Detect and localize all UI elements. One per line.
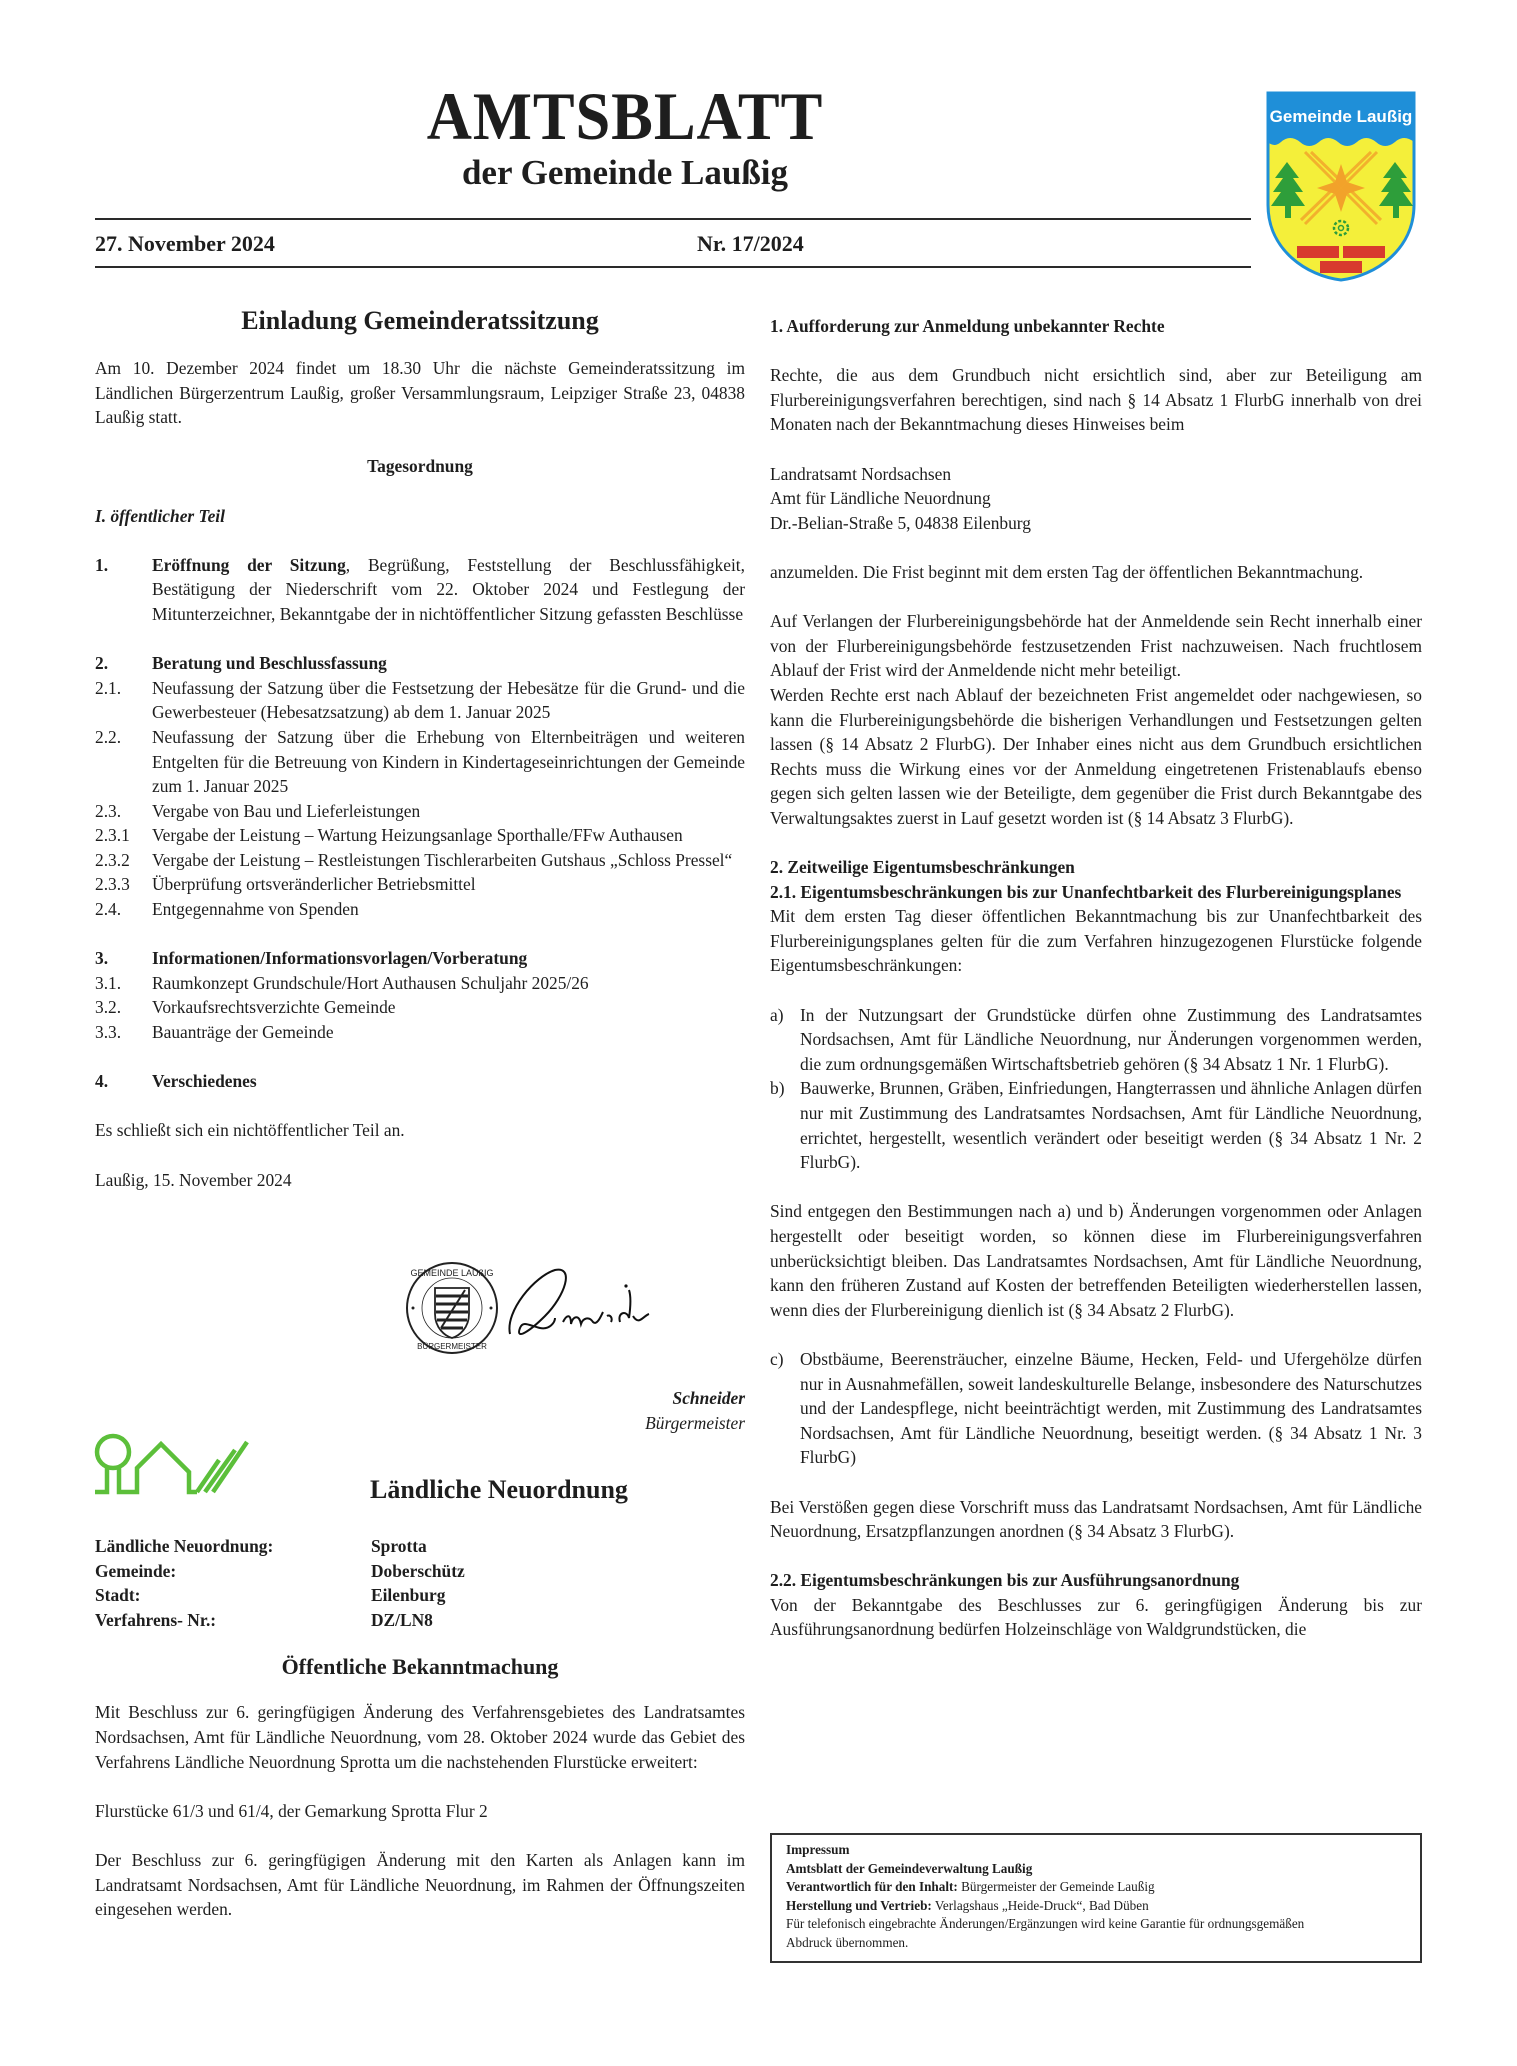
- list-text: Obstbäume, Beerensträucher, einzelne Bäume, Hecken, Feld- und Ufergehölze dürfen nur in Ausnahmefällen, soweit landeskulturelle Belange, insbesondere des Naturschutzes und der Landespflege, nicht beeinträchtigt werden, mit Zustimmung des Landratsamtes Nordsachsen, Amt für Ländliche Neuordnung, beseitigt werden. (§ 34 Absatz 1 Nr. 3 FlurbG): [800, 1348, 1422, 1468]
- agenda-item-2-3-2: [95, 848, 745, 873]
- impressum-production-value: Verlagshaus „Heide-Druck“, Bad Düben: [931, 1897, 1149, 1913]
- agenda-item-3: [95, 946, 745, 971]
- detail-value: Eilenburg: [371, 1585, 446, 1606]
- detail-value: Doberschütz: [371, 1560, 465, 1581]
- agenda-item-text: Neufassung der Satzung über die Festsetzung der Hebesätze für die Grund- und die Gewerbesteuer (Hebesatzsatzung) ab dem 1. Januar 2025: [152, 677, 745, 723]
- neuordnung-details: [95, 1534, 745, 1922]
- left-column: [95, 306, 745, 1192]
- list-text: In der Nutzungsart der Grundstücke dürfen ohne Zustimmung des Landratsamtes Nordsachsen, Amt für Ländliche Neuordnung, nur Änderungen vorgenommen werden, die zum ordnungsgemäßen Wirtschaftsbetrieb gehören (§ 34 Absatz 1 Nr. 1 FlurbG).: [800, 1004, 1422, 1074]
- agenda-item-number: 4.: [95, 1071, 109, 1092]
- list-text: Bauwerke, Brunnen, Gräben, Einfriedungen, Hangterrassen und ähnliche Anlagen dürfen nur mit Zustimmung des Landratsamtes Nordsachsen, Amt für Ländliche Neuordnung, errichtet, hergestellt, wesentlich verändert oder beseitigt werden (§ 34 Absatz 1 Nr. 2 FlurbG).: [800, 1078, 1422, 1173]
- agenda-item-text: Entgegennahme von Spenden: [152, 899, 359, 920]
- agenda-heading: Tagesordnung: [367, 456, 473, 477]
- impressum-responsible-label: Verantwortlich für den Inhalt:: [786, 1879, 958, 1895]
- signer-name: Schneider: [672, 1388, 745, 1408]
- signer-role: Bürgermeister: [645, 1412, 745, 1433]
- rights-paragraph: Auf Verlangen der Flurbereinigungsbehörde hat der Anmeldende sein Recht innerhalb einer von der Flurbereinigungsbehörde festzusetzenden Frist nachzuweisen. Nach fruchtlosem Ablauf der Frist wird der Anmeldende nicht mehr beteiligt.: [770, 611, 1422, 681]
- agenda-item-number: 2.1.: [95, 677, 122, 698]
- agenda-item-bold: Eröffnung der Sitzung: [152, 554, 346, 575]
- newsletter-subtitle: der Gemeinde Laußig: [461, 153, 789, 192]
- agenda-item-bold: Beratung und Beschlussfassung: [152, 653, 387, 674]
- detail-row: [95, 1534, 745, 1559]
- agenda-item-2-3: [95, 799, 745, 824]
- restriction-item-a: [770, 1003, 1422, 1077]
- neuordnung-heading: Ländliche Neuordnung: [370, 1475, 628, 1504]
- agenda-item-text: Überprüfung ortsveränderlicher Betriebsmittel: [152, 874, 476, 895]
- agenda-item-bold: Informationen/Informationsvorlagen/Vorberatung: [152, 948, 528, 969]
- rights-heading: 1. Aufforderung zur Anmeldung unbekannter Rechte: [770, 316, 1165, 336]
- agenda-item-2-4: [95, 897, 745, 922]
- detail-row: [95, 1583, 745, 1608]
- address-line: Amt für Ländliche Neuordnung: [770, 488, 991, 509]
- restrictions-subheading-2-2: 2.2. Eigentumsbeschränkungen bis zur Ausführungsanordnung: [770, 1570, 1240, 1591]
- address-line: Landratsamt Nordsachsen: [770, 463, 952, 484]
- list-key: c): [770, 1348, 784, 1369]
- agenda-item-4: [95, 1069, 745, 1094]
- signer-block: [95, 1386, 745, 1435]
- stamp-text-top: GEMEINDE LAUßIG: [410, 1268, 494, 1278]
- restrictions-heading: 2. Zeitweilige Eigentumsbeschränkungen: [770, 857, 1075, 878]
- agenda-item-text: Vergabe von Bau und Lieferleistungen: [152, 800, 421, 821]
- public-notice-parcels: Flurstücke 61/3 und 61/4, der Gemarkung Sprotta Flur 2: [95, 1800, 488, 1821]
- public-notice-heading: Öffentliche Bekanntmachung: [281, 1654, 559, 1680]
- newsletter-title: AMTSBLATT: [426, 78, 824, 154]
- neuordnung-section: [95, 1475, 745, 1505]
- invitation-intro: Am 10. Dezember 2024 findet um 18.30 Uhr die nächste Gemeinderatssitzung im Ländlichen Bürgerzentrum Laußig, großer Versammlungsraum, Leipziger Straße 23, 04838 Laußig statt.: [95, 358, 745, 428]
- place-date: Laußig, 15. November 2024: [95, 1169, 292, 1190]
- agenda-item-2: [95, 651, 745, 676]
- agenda-item-text: , Begrüßung, Feststellung der Beschlussfähigkeit, Bestätigung der Niederschrift vom 22. Oktober 2024 und Festlegung der Mitunterzeichner, Bekanntgabe der in nichtöffentlicher Sitzung gefassten Beschlüsse: [152, 554, 745, 624]
- invitation-heading: Einladung Gemeinderatssitzung: [241, 306, 599, 335]
- public-notice-paragraph: Mit Beschluss zur 6. geringfügigen Änderung des Verfahrensgebietes des Landratsamtes Nordsachsen, Amt für Ländliche Neuordnung, vom 28. Oktober 2024 wurde das Gebiet des Verfahrens Ländliche Neuordnung Sprotta um die nachstehenden Flurstücke erweitert:: [95, 1702, 745, 1772]
- rights-paragraph: Rechte, die aus dem Grundbuch nicht ersichtlich sind, aber zur Beteiligung am Flurbereinigungsverfahren berechtigen, sind nach § 14 Absatz 1 FlurbG innerhalb von drei Monaten nach der Bekanntmachung dieses Hinweises beim: [770, 365, 1422, 435]
- agenda-item-number: 1.: [95, 554, 109, 575]
- closing-note: Es schließt sich ein nichtöffentlicher Teil an.: [95, 1120, 405, 1141]
- restrictions-paragraph: Sind entgegen den Bestimmungen nach a) und b) Änderungen vorgenommen oder Anlagen hergestellt oder beseitigt worden, so können diese im Flurbereinigungsverfahren unberücksichtigt bleiben. Das Landratsamtes Nordsachsen, Amt für Ländliche Neuordnung, kann den früheren Zustand auf Kosten der betreffenden Beteiligten wiederherstellen lassen, wenn dies der Flurbereinigung dienlich ist (§ 34 Absatz 2 FlurbG).: [770, 1201, 1422, 1320]
- impressum-disclaimer: Für telefonisch eingebrachte Änderungen/Ergänzungen wird keine Garantie für ordnungsgemäßen Abdruck übernommen.: [786, 1916, 1305, 1950]
- header-rule-top: [95, 218, 1251, 220]
- agenda-item-3-1: [95, 971, 745, 996]
- address-line: Dr.-Belian-Straße 5, 04838 Eilenburg: [770, 512, 1031, 533]
- agenda-item-number: 2.4.: [95, 899, 122, 920]
- restrictions-intro: Mit dem ersten Tag dieser öffentlichen Bekanntmachung bis zur Unanfechtbarkeit des Flurbereinigungsplanes gelten für die zum Verfahren hinzugezogenen Flurstücke folgende Eigentumsbeschränkungen:: [770, 906, 1422, 976]
- official-stamp-and-signature-icon: [405, 1256, 755, 1361]
- detail-value: DZ/LN8: [371, 1609, 433, 1630]
- agenda-item-2-3-3: [95, 872, 745, 897]
- agenda-item-number: 2.3.2: [95, 849, 130, 870]
- detail-value: Sprotta: [371, 1536, 427, 1556]
- header-rule-bottom: [95, 266, 1251, 268]
- agenda-item-3-3: [95, 1020, 745, 1045]
- agenda-item-2-3-1: [95, 823, 745, 848]
- list-key: b): [770, 1078, 785, 1099]
- issue-date: 27. November 2024: [95, 231, 275, 256]
- restrictions-paragraph: Bei Verstößen gegen diese Vorschrift muss das Landratsamt Nordsachsen, Amt für Ländliche Neuordnung, Ersatzpflanzungen anordnen (§ 34 Absatz 3 FlurbG).: [770, 1496, 1422, 1542]
- public-part-heading: I. öffentlicher Teil: [95, 505, 225, 526]
- detail-label: Ländliche Neuordnung:: [95, 1536, 274, 1556]
- restriction-item-b: [770, 1076, 1422, 1174]
- agenda-item-number: 2.2.: [95, 726, 122, 747]
- svg-text:Gemeinde Laußig: Gemeinde Laußig: [1269, 107, 1413, 126]
- agenda-item-text: Vergabe der Leistung – Wartung Heizungsanlage Sporthalle/FFw Authausen: [152, 825, 683, 846]
- agenda-item-number: 3.2.: [95, 997, 122, 1018]
- impressum-title: Impressum: [786, 1842, 850, 1857]
- agenda-item-number: 3.: [95, 948, 109, 969]
- public-notice-paragraph: Der Beschluss zur 6. geringfügigen Änderung mit den Karten als Anlagen kann im Landratsamt Nordsachsen, Amt für Ländliche Neuordnung, im Rahmen der Öffnungszeiten eingesehen werden.: [95, 1849, 745, 1920]
- impressum-publication: Amtsblatt der Gemeindeverwaltung Laußig: [786, 1860, 1033, 1876]
- detail-label: Verfahrens- Nr.:: [95, 1609, 217, 1630]
- agenda-item-text: Raumkonzept Grundschule/Hort Authausen Schuljahr 2025/26: [152, 972, 589, 993]
- detail-row: [95, 1559, 745, 1584]
- impressum-responsible-value: Bürgermeister der Gemeinde Laußig: [957, 1879, 1155, 1895]
- right-column: [770, 314, 1422, 1642]
- agenda-item-bold: Verschiedenes: [152, 1071, 257, 1092]
- agenda-item-1: [95, 553, 745, 627]
- authority-address: [770, 462, 1422, 536]
- agenda-item-text: Vergabe der Leistung – Restleistungen Tischlerarbeiten Gutshaus „Schloss Pressel“: [152, 849, 733, 870]
- agenda-item-text: Vorkaufsrechtsverzichte Gemeinde: [152, 997, 396, 1018]
- agenda-item-number: 2.3.1: [95, 825, 130, 846]
- agenda-item-2-2: [95, 725, 745, 799]
- agenda-item-3-2: [95, 995, 745, 1020]
- restriction-item-c: [770, 1347, 1422, 1470]
- agenda-item-text: Bauanträge der Gemeinde: [152, 1022, 334, 1043]
- impressum-box: [770, 1833, 1422, 1963]
- restrictions-subheading-2-1: 2.1. Eigentumsbeschränkungen bis zur Unanfechtbarkeit des Flurbereinigungsplanes: [770, 881, 1402, 902]
- impressum-production: [786, 1897, 1406, 1916]
- agenda-item-number: 2.3.: [95, 800, 122, 821]
- municipal-crest-icon: [1265, 90, 1417, 282]
- rights-paragraph: anzumelden. Die Frist beginnt mit dem ersten Tag der öffentlichen Bekanntmachung.: [770, 561, 1364, 582]
- rights-paragraph: Werden Rechte erst nach Ablauf der bezeichneten Frist angemeldet oder nachgewiesen, so kann die Flurbereinigungsbehörde die bisherigen Verhandlungen und Festsetzungen gelten lassen (§ 14 Absatz 2 FlurbG). Der Inhaber eines nicht aus dem Grundbuch ersichtlichen Rechts muss die Wirkung eines vor der Anmeldung eingetretenen Fristenablaufs ebenso gegen sich gelten lassen wie der Beteiligte, dem gegenüber die Frist durch Bekanntgabe des Verwaltungsaktes zuerst in Lauf gesetzt worden ist (§ 14 Absatz 3 FlurbG).: [770, 684, 1422, 828]
- agenda-item-2-1: [95, 676, 745, 725]
- detail-row: [95, 1608, 745, 1633]
- agenda-item-number: 2.3.3: [95, 874, 130, 895]
- detail-label: Gemeinde:: [95, 1560, 177, 1581]
- agenda-item-number: 3.1.: [95, 972, 122, 993]
- list-key: a): [770, 1004, 784, 1025]
- agenda-item-number: 3.3.: [95, 1022, 122, 1043]
- restrictions-paragraph: Von der Bekanntgabe des Beschlusses zur 6. geringfügigen Änderung bis zur Ausführungsanordnung bedürfen Holzeinschläge von Waldgrundstücken, die: [770, 1594, 1422, 1640]
- impressum-production-label: Herstellung und Vertrieb:: [786, 1897, 932, 1913]
- agenda-item-text: Neufassung der Satzung über die Erhebung von Elternbeiträgen und weiteren Entgelten für die Betreuung von Kindern in Kindertageseinrichtungen der Gemeinde zum 1. Januar 2025: [152, 726, 745, 797]
- detail-label: Stadt:: [95, 1585, 141, 1606]
- issue-number: Nr. 17/2024: [697, 231, 804, 256]
- agenda-item-number: 2.: [95, 653, 109, 674]
- stamp-text-bottom: BÜRGERMEISTER: [417, 1342, 487, 1351]
- impressum-responsible: [786, 1878, 1406, 1897]
